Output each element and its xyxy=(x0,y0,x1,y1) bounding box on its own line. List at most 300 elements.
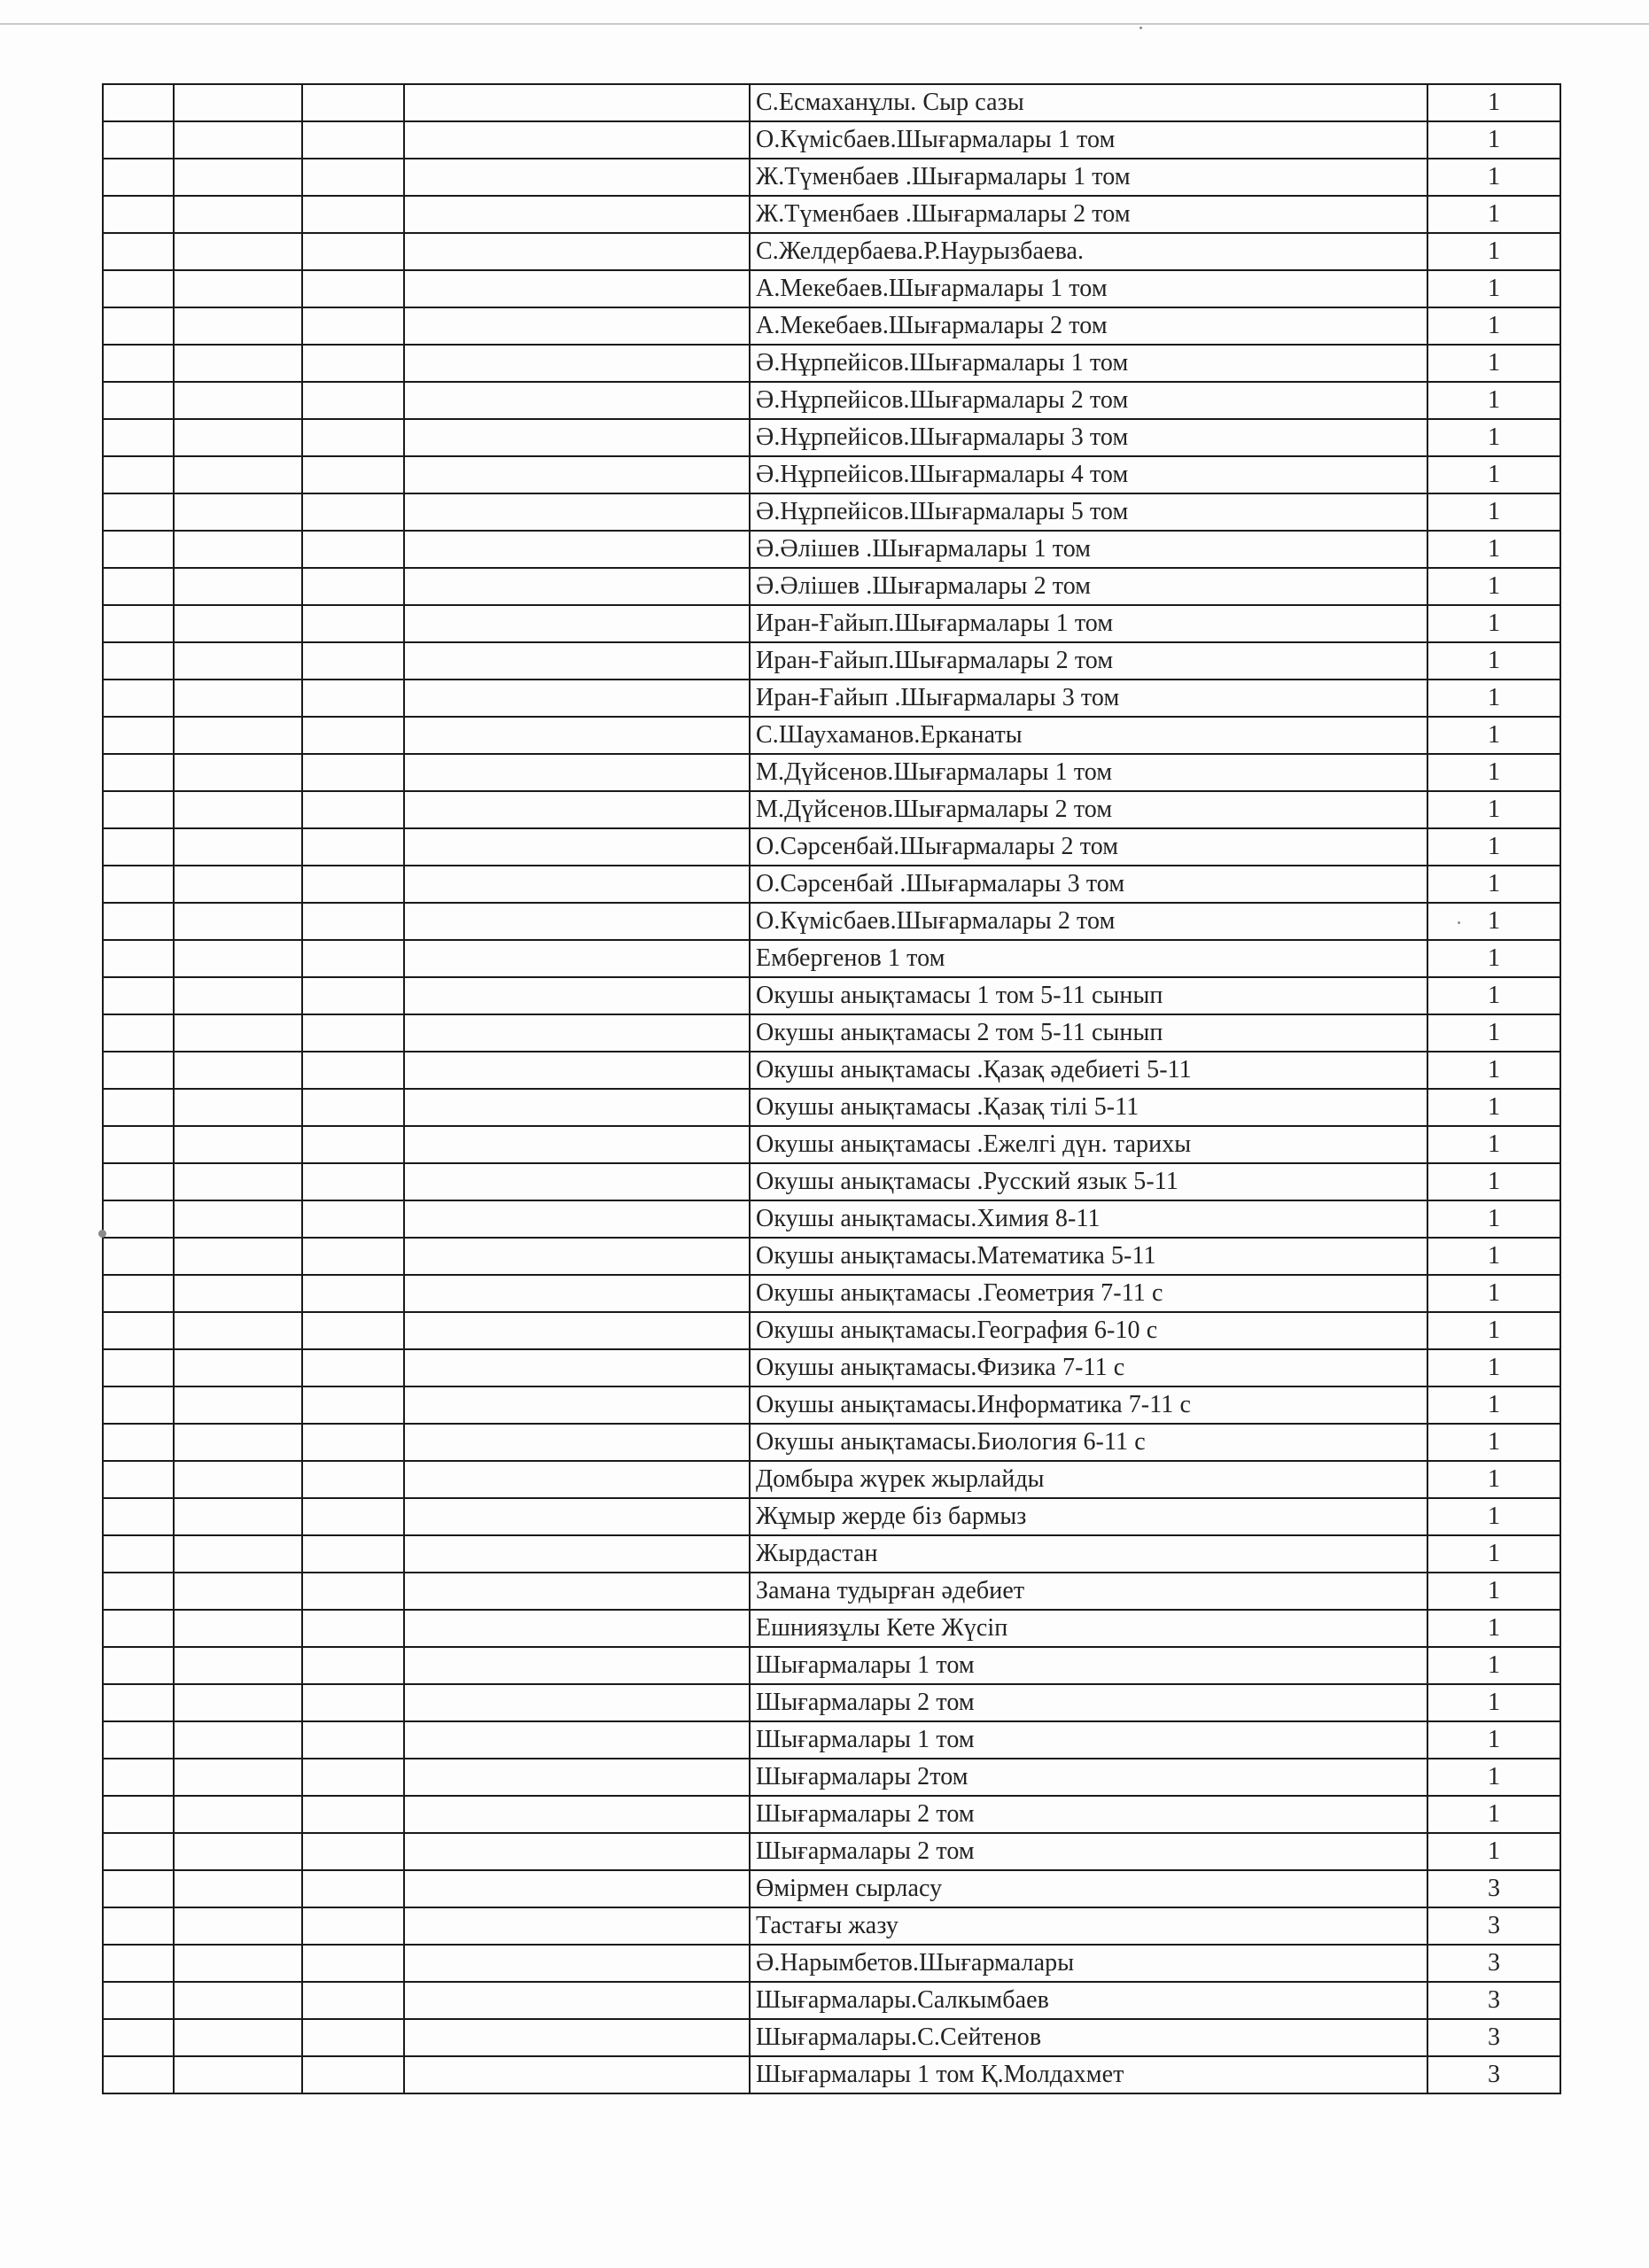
table-row xyxy=(103,866,1560,903)
quantity-cell: 1 xyxy=(1427,1573,1560,1610)
quantity-cell: 1 xyxy=(1427,1089,1560,1126)
empty-cell xyxy=(404,1052,750,1089)
empty-cell xyxy=(103,2019,174,2056)
empty-cell xyxy=(404,456,750,493)
book-title-cell: О.Күмісбаев.Шығармалары 1 том xyxy=(750,121,1427,159)
empty-cell xyxy=(302,456,404,493)
empty-cell xyxy=(103,1833,174,1870)
quantity-cell: 1 xyxy=(1427,456,1560,493)
empty-cell xyxy=(174,1014,302,1052)
empty-cell xyxy=(404,1759,750,1796)
empty-cell xyxy=(103,977,174,1014)
empty-cell xyxy=(103,828,174,866)
empty-cell xyxy=(404,1535,750,1573)
empty-cell xyxy=(103,1089,174,1126)
empty-cell xyxy=(404,1461,750,1498)
empty-cell xyxy=(103,196,174,233)
table-row xyxy=(103,1461,1560,1498)
empty-cell xyxy=(174,1721,302,1759)
empty-cell xyxy=(103,1982,174,2019)
table-row xyxy=(103,1014,1560,1052)
empty-cell xyxy=(404,1163,750,1200)
empty-cell xyxy=(302,196,404,233)
quantity-cell: 3 xyxy=(1427,1945,1560,1982)
empty-cell xyxy=(103,419,174,456)
book-title-cell: Жырдастан xyxy=(750,1535,1427,1573)
table-row xyxy=(103,754,1560,791)
empty-cell xyxy=(174,1386,302,1424)
empty-cell xyxy=(404,531,750,568)
book-title-cell: Ә.Әлішев .Шығармалары 1 том xyxy=(750,531,1427,568)
quantity-cell: 1 xyxy=(1427,1163,1560,1200)
book-title-cell: Окушы анықтамасы 1 том 5-11 сынып xyxy=(750,977,1427,1014)
empty-cell xyxy=(103,1163,174,1200)
scan-edge-line xyxy=(0,23,1649,25)
book-title-cell: О.Сәрсенбай.Шығармалары 2 том xyxy=(750,828,1427,866)
empty-cell xyxy=(103,568,174,605)
empty-cell xyxy=(174,1349,302,1386)
table-row xyxy=(103,1238,1560,1275)
book-title-cell: Шығармалары 2том xyxy=(750,1759,1427,1796)
empty-cell xyxy=(103,159,174,196)
empty-cell xyxy=(103,1684,174,1721)
empty-cell xyxy=(174,2019,302,2056)
empty-cell xyxy=(404,977,750,1014)
empty-cell xyxy=(302,642,404,680)
empty-cell xyxy=(404,866,750,903)
empty-cell xyxy=(103,1349,174,1386)
book-title-cell: Окушы анықтамасы.География 6-10 с xyxy=(750,1312,1427,1349)
empty-cell xyxy=(404,1089,750,1126)
table-row xyxy=(103,1163,1560,1200)
empty-cell xyxy=(302,1573,404,1610)
quantity-cell: 1 xyxy=(1427,493,1560,531)
book-title-cell: Окушы анықтамасы 2 том 5-11 сынып xyxy=(750,1014,1427,1052)
quantity-cell: 1 xyxy=(1427,791,1560,828)
empty-cell xyxy=(404,382,750,419)
empty-cell xyxy=(404,1386,750,1424)
empty-cell xyxy=(103,1610,174,1647)
empty-cell xyxy=(302,345,404,382)
table-body xyxy=(103,84,1560,2093)
quantity-cell: 1 xyxy=(1427,121,1560,159)
empty-cell xyxy=(174,791,302,828)
empty-cell xyxy=(302,1386,404,1424)
table-row xyxy=(103,1982,1560,2019)
empty-cell xyxy=(404,2056,750,2093)
empty-cell xyxy=(404,307,750,345)
quantity-cell: 1 xyxy=(1427,1647,1560,1684)
empty-cell xyxy=(302,1610,404,1647)
empty-cell xyxy=(174,866,302,903)
empty-cell xyxy=(103,717,174,754)
empty-cell xyxy=(103,345,174,382)
empty-cell xyxy=(174,1759,302,1796)
empty-cell xyxy=(302,270,404,307)
empty-cell xyxy=(103,940,174,977)
empty-cell xyxy=(302,1907,404,1945)
quantity-cell: 1 xyxy=(1427,717,1560,754)
empty-cell xyxy=(404,1424,750,1461)
empty-cell xyxy=(404,754,750,791)
empty-cell xyxy=(404,1014,750,1052)
empty-cell xyxy=(174,1796,302,1833)
empty-cell xyxy=(103,680,174,717)
empty-cell xyxy=(404,1647,750,1684)
table-row xyxy=(103,456,1560,493)
quantity-cell: 3 xyxy=(1427,1907,1560,1945)
book-title-cell: Домбыра жүрек жырлайды xyxy=(750,1461,1427,1498)
book-title-cell: Иран-Ғайып.Шығармалары 2 том xyxy=(750,642,1427,680)
empty-cell xyxy=(103,1535,174,1573)
quantity-cell: 1 xyxy=(1427,1312,1560,1349)
empty-cell xyxy=(103,233,174,270)
empty-cell xyxy=(302,382,404,419)
quantity-cell: 1 xyxy=(1427,307,1560,345)
empty-cell xyxy=(174,1200,302,1238)
empty-cell xyxy=(404,680,750,717)
empty-cell xyxy=(174,196,302,233)
table-row xyxy=(103,1721,1560,1759)
table-row xyxy=(103,1759,1560,1796)
table-row xyxy=(103,1833,1560,1870)
empty-cell xyxy=(174,531,302,568)
book-title-cell: Окушы анықтамасы .Қазақ тілі 5-11 xyxy=(750,1089,1427,1126)
quantity-cell: 3 xyxy=(1427,1870,1560,1907)
quantity-cell: 3 xyxy=(1427,1982,1560,2019)
table-row xyxy=(103,84,1560,121)
table-row xyxy=(103,1535,1560,1573)
quantity-cell: 1 xyxy=(1427,605,1560,642)
empty-cell xyxy=(302,940,404,977)
empty-cell xyxy=(404,1126,750,1163)
quantity-cell: 1 xyxy=(1427,1014,1560,1052)
empty-cell xyxy=(302,1424,404,1461)
empty-cell xyxy=(404,1796,750,1833)
empty-cell xyxy=(302,791,404,828)
table-row xyxy=(103,903,1560,940)
empty-cell xyxy=(103,493,174,531)
table-row xyxy=(103,940,1560,977)
empty-cell xyxy=(174,121,302,159)
table-row xyxy=(103,680,1560,717)
empty-cell xyxy=(404,270,750,307)
empty-cell xyxy=(302,1089,404,1126)
empty-cell xyxy=(174,1945,302,1982)
empty-cell xyxy=(103,754,174,791)
quantity-cell: 3 xyxy=(1427,2056,1560,2093)
empty-cell xyxy=(404,1870,750,1907)
table-row xyxy=(103,642,1560,680)
table-row xyxy=(103,419,1560,456)
empty-cell xyxy=(103,1498,174,1535)
book-title-cell: А.Мекебаев.Шығармалары 2 том xyxy=(750,307,1427,345)
empty-cell xyxy=(174,2056,302,2093)
table-row xyxy=(103,1573,1560,1610)
empty-cell xyxy=(174,717,302,754)
quantity-cell: 1 xyxy=(1427,1461,1560,1498)
empty-cell xyxy=(174,1833,302,1870)
book-title-cell: Окушы анықтамасы.Математика 5-11 xyxy=(750,1238,1427,1275)
empty-cell xyxy=(302,1238,404,1275)
table-row xyxy=(103,791,1560,828)
book-title-cell: Ә.Нұрпейісов.Шығармалары 5 том xyxy=(750,493,1427,531)
quantity-cell: 1 xyxy=(1427,1349,1560,1386)
quantity-cell: 1 xyxy=(1427,1200,1560,1238)
quantity-cell: 1 xyxy=(1427,1498,1560,1535)
quantity-cell: 1 xyxy=(1427,270,1560,307)
empty-cell xyxy=(174,680,302,717)
quantity-cell: 1 xyxy=(1427,1684,1560,1721)
empty-cell xyxy=(103,1647,174,1684)
empty-cell xyxy=(174,233,302,270)
empty-cell xyxy=(302,605,404,642)
empty-cell xyxy=(302,233,404,270)
empty-cell xyxy=(103,121,174,159)
empty-cell xyxy=(302,1796,404,1833)
quantity-cell: 1 xyxy=(1427,84,1560,121)
empty-cell xyxy=(404,1573,750,1610)
quantity-cell: 3 xyxy=(1427,2019,1560,2056)
book-title-cell: Окушы анықтамасы.Химия 8-11 xyxy=(750,1200,1427,1238)
empty-cell xyxy=(174,270,302,307)
empty-cell xyxy=(103,1945,174,1982)
empty-cell xyxy=(302,1498,404,1535)
quantity-cell: 1 xyxy=(1427,1610,1560,1647)
quantity-cell: 1 xyxy=(1427,1796,1560,1833)
book-title-cell: Окушы анықтамасы.Биология 6-11 с xyxy=(750,1424,1427,1461)
empty-cell xyxy=(103,903,174,940)
table-row xyxy=(103,1796,1560,1833)
quantity-cell: 1 xyxy=(1427,828,1560,866)
book-title-cell: А.Мекебаев.Шығармалары 1 том xyxy=(750,270,1427,307)
empty-cell xyxy=(302,84,404,121)
empty-cell xyxy=(302,1535,404,1573)
table-row xyxy=(103,1126,1560,1163)
table-row xyxy=(103,493,1560,531)
empty-cell xyxy=(404,717,750,754)
empty-cell xyxy=(404,1275,750,1312)
empty-cell xyxy=(103,866,174,903)
empty-cell xyxy=(404,159,750,196)
book-title-cell: Ешниязұлы Кете Жүсіп xyxy=(750,1610,1427,1647)
empty-cell xyxy=(404,1238,750,1275)
empty-cell xyxy=(302,866,404,903)
book-title-cell: М.Дүйсенов.Шығармалары 2 том xyxy=(750,791,1427,828)
book-title-cell: Иран-Ғайып.Шығармалары 1 том xyxy=(750,605,1427,642)
book-title-cell: Окушы анықтамасы .Ежелгі дүн. тарихы xyxy=(750,1126,1427,1163)
book-title-cell: Окушы анықтамасы.Физика 7-11 с xyxy=(750,1349,1427,1386)
empty-cell xyxy=(404,828,750,866)
quantity-cell: 1 xyxy=(1427,159,1560,196)
table-row xyxy=(103,1945,1560,1982)
empty-cell xyxy=(103,84,174,121)
table-row xyxy=(103,1275,1560,1312)
empty-cell xyxy=(103,1386,174,1424)
empty-cell xyxy=(404,568,750,605)
empty-cell xyxy=(302,2019,404,2056)
empty-cell xyxy=(404,1945,750,1982)
quantity-cell: 1 xyxy=(1427,903,1560,940)
table-row xyxy=(103,2019,1560,2056)
book-title-cell: Өмірмен сырласу xyxy=(750,1870,1427,1907)
empty-cell xyxy=(302,1461,404,1498)
table-row xyxy=(103,977,1560,1014)
table-row xyxy=(103,568,1560,605)
empty-cell xyxy=(174,345,302,382)
empty-cell xyxy=(404,1684,750,1721)
book-title-cell: О.Сәрсенбай .Шығармалары 3 том xyxy=(750,866,1427,903)
empty-cell xyxy=(103,1424,174,1461)
book-title-cell: С.Есмаханұлы. Сыр сазы xyxy=(750,84,1427,121)
book-title-cell: С.Желдербаева.Р.Наурызбаева. xyxy=(750,233,1427,270)
empty-cell xyxy=(404,345,750,382)
quantity-cell: 1 xyxy=(1427,1386,1560,1424)
empty-cell xyxy=(404,1982,750,2019)
empty-cell xyxy=(404,1610,750,1647)
empty-cell xyxy=(302,1126,404,1163)
empty-cell xyxy=(103,1573,174,1610)
empty-cell xyxy=(302,1275,404,1312)
book-title-cell: Шығармалары.Салкымбаев xyxy=(750,1982,1427,2019)
empty-cell xyxy=(174,903,302,940)
table-row xyxy=(103,1349,1560,1386)
empty-cell xyxy=(174,1610,302,1647)
empty-cell xyxy=(174,605,302,642)
scan-speck xyxy=(1140,27,1142,29)
empty-cell xyxy=(174,1684,302,1721)
table-row xyxy=(103,233,1560,270)
empty-cell xyxy=(174,1424,302,1461)
table-row xyxy=(103,1200,1560,1238)
table-row xyxy=(103,307,1560,345)
table-row xyxy=(103,605,1560,642)
empty-cell xyxy=(404,1349,750,1386)
quantity-cell: 1 xyxy=(1427,568,1560,605)
quantity-cell: 1 xyxy=(1427,1535,1560,1573)
quantity-cell: 1 xyxy=(1427,196,1560,233)
empty-cell xyxy=(302,1833,404,1870)
book-title-cell: Шығармалары 2 том xyxy=(750,1833,1427,1870)
empty-cell xyxy=(174,1238,302,1275)
empty-cell xyxy=(404,196,750,233)
empty-cell xyxy=(302,977,404,1014)
empty-cell xyxy=(302,493,404,531)
book-title-cell: Ә.Әлішев .Шығармалары 2 том xyxy=(750,568,1427,605)
empty-cell xyxy=(302,568,404,605)
empty-cell xyxy=(302,531,404,568)
empty-cell xyxy=(302,1349,404,1386)
empty-cell xyxy=(302,419,404,456)
quantity-cell: 1 xyxy=(1427,419,1560,456)
table-row xyxy=(103,382,1560,419)
book-title-cell: Ж.Түменбаев .Шығармалары 1 том xyxy=(750,159,1427,196)
table-row xyxy=(103,196,1560,233)
empty-cell xyxy=(404,791,750,828)
empty-cell xyxy=(174,1870,302,1907)
book-title-cell: Иран-Ғайып .Шығармалары 3 том xyxy=(750,680,1427,717)
quantity-cell: 1 xyxy=(1427,345,1560,382)
empty-cell xyxy=(302,1721,404,1759)
empty-cell xyxy=(103,1275,174,1312)
empty-cell xyxy=(174,828,302,866)
empty-cell xyxy=(103,1200,174,1238)
empty-cell xyxy=(103,382,174,419)
book-title-cell: Окушы анықтамасы.Информатика 7-11 с xyxy=(750,1386,1427,1424)
empty-cell xyxy=(404,1833,750,1870)
empty-cell xyxy=(302,1312,404,1349)
quantity-cell: 1 xyxy=(1427,531,1560,568)
empty-cell xyxy=(404,642,750,680)
empty-cell xyxy=(103,1461,174,1498)
empty-cell xyxy=(302,1684,404,1721)
table-row xyxy=(103,159,1560,196)
empty-cell xyxy=(174,1461,302,1498)
empty-cell xyxy=(174,1647,302,1684)
empty-cell xyxy=(174,1163,302,1200)
empty-cell xyxy=(174,977,302,1014)
empty-cell xyxy=(302,2056,404,2093)
table-row xyxy=(103,2056,1560,2093)
empty-cell xyxy=(174,568,302,605)
empty-cell xyxy=(174,1982,302,2019)
table-row xyxy=(103,121,1560,159)
book-title-cell: Замана тудырған әдебиет xyxy=(750,1573,1427,1610)
table-row xyxy=(103,1498,1560,1535)
empty-cell xyxy=(404,84,750,121)
table-row xyxy=(103,1907,1560,1945)
empty-cell xyxy=(103,270,174,307)
empty-cell xyxy=(103,642,174,680)
empty-cell xyxy=(103,791,174,828)
book-title-cell: С.Шаухаманов.Ерканаты xyxy=(750,717,1427,754)
empty-cell xyxy=(103,531,174,568)
empty-cell xyxy=(103,2056,174,2093)
empty-cell xyxy=(103,307,174,345)
book-title-cell: Шығармалары 1 том xyxy=(750,1721,1427,1759)
quantity-cell: 1 xyxy=(1427,754,1560,791)
empty-cell xyxy=(174,1275,302,1312)
book-title-cell: Окушы анықтамасы .Геометрия 7-11 с xyxy=(750,1275,1427,1312)
empty-cell xyxy=(302,754,404,791)
quantity-cell: 1 xyxy=(1427,977,1560,1014)
table-row xyxy=(103,1870,1560,1907)
book-inventory-table xyxy=(102,83,1561,2094)
quantity-cell: 1 xyxy=(1427,382,1560,419)
scan-speck xyxy=(98,1230,106,1238)
table-row xyxy=(103,1610,1560,1647)
quantity-cell: 1 xyxy=(1427,680,1560,717)
book-title-cell: Шығармалары.С.Сейтенов xyxy=(750,2019,1427,2056)
empty-cell xyxy=(103,1907,174,1945)
table-row xyxy=(103,1089,1560,1126)
empty-cell xyxy=(302,121,404,159)
table-row xyxy=(103,717,1560,754)
quantity-cell: 1 xyxy=(1427,1833,1560,1870)
empty-cell xyxy=(174,307,302,345)
empty-cell xyxy=(302,1647,404,1684)
empty-cell xyxy=(174,382,302,419)
quantity-cell: 1 xyxy=(1427,1759,1560,1796)
quantity-cell: 1 xyxy=(1427,642,1560,680)
table-row xyxy=(103,1312,1560,1349)
table-row xyxy=(103,270,1560,307)
quantity-cell: 1 xyxy=(1427,1424,1560,1461)
empty-cell xyxy=(103,1126,174,1163)
empty-cell xyxy=(404,2019,750,2056)
empty-cell xyxy=(404,1200,750,1238)
empty-cell xyxy=(404,419,750,456)
